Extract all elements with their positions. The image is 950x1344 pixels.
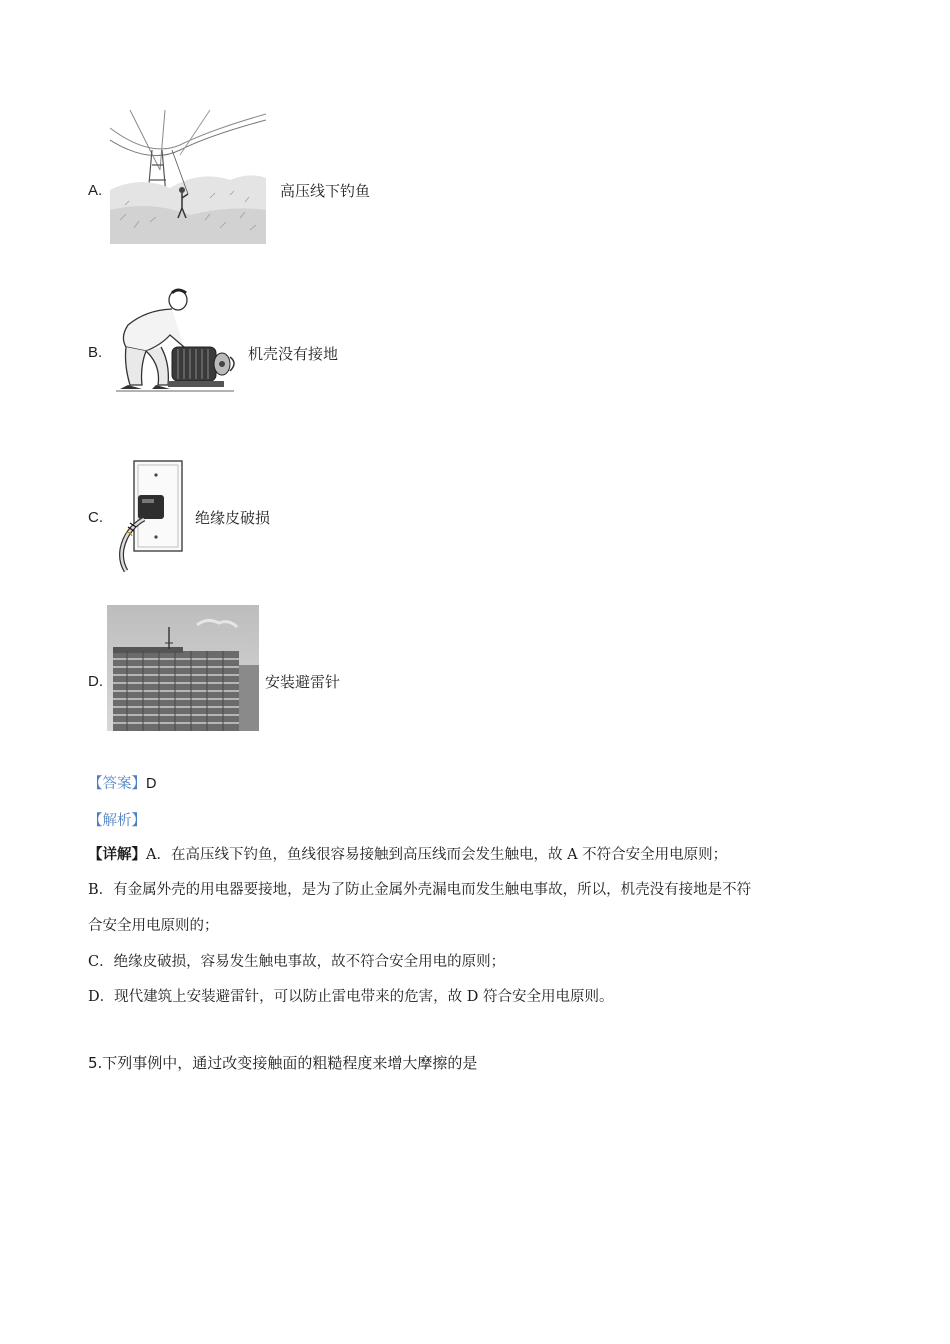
option-c bbox=[0, 455, 950, 575]
detail-line-2 bbox=[88, 878, 751, 899]
answer-line bbox=[88, 772, 156, 793]
answer-value: D bbox=[146, 776, 157, 792]
power-line-fishing-image bbox=[110, 110, 266, 244]
option-b bbox=[0, 285, 950, 405]
option-c-text: 绝缘皮破损 bbox=[195, 509, 271, 527]
option-a-text: 高压线下钓鱼 bbox=[280, 182, 371, 200]
detail-tag: 【详解】 bbox=[88, 847, 146, 863]
option-b-label: B. bbox=[88, 344, 103, 361]
option-c-label: C. bbox=[88, 509, 103, 526]
detail-text-4: C．绝缘皮破损，容易发生触电事故，故不符合安全用电的原则； bbox=[88, 954, 506, 970]
option-a bbox=[0, 110, 950, 250]
detail-text-1: A．在高压线下钓鱼，鱼线很容易接触到高压线而会发生触电，故 A 不符合安全用电原则； bbox=[146, 847, 728, 863]
detail-text-5: D．现代建筑上安装避雷针，可以防止雷电带来的危害，故 D 符合安全用电原则。 bbox=[88, 989, 614, 1005]
motor-ungrounded-image bbox=[106, 285, 240, 397]
answer-tag: 【答案】 bbox=[88, 776, 146, 792]
analysis-line bbox=[88, 809, 146, 830]
detail-line-4 bbox=[88, 950, 505, 971]
detail-text-3: 合安全用电原则的； bbox=[88, 918, 219, 934]
detail-line-1 bbox=[88, 843, 727, 864]
option-d bbox=[0, 605, 950, 735]
building-lightning-rod-image bbox=[107, 605, 259, 731]
analysis-tag: 【解析】 bbox=[88, 813, 146, 829]
option-d-label: D. bbox=[88, 673, 103, 690]
damaged-insulation-image bbox=[116, 457, 186, 573]
detail-line-5 bbox=[88, 985, 613, 1006]
detail-text-2: B．有金属外壳的用电器要接地，是为了防止金属外壳漏电而发生触电事故，所以，机壳没有接地是不符 bbox=[88, 882, 752, 898]
detail-line-3 bbox=[88, 914, 219, 935]
question-5: 5.下列事例中，通过改变接触面的粗糙程度来增大摩擦的是 bbox=[88, 1054, 478, 1072]
option-b-text: 机壳没有接地 bbox=[248, 345, 339, 363]
option-a-label: A. bbox=[88, 182, 103, 199]
option-d-text: 安装避雷针 bbox=[265, 673, 341, 691]
